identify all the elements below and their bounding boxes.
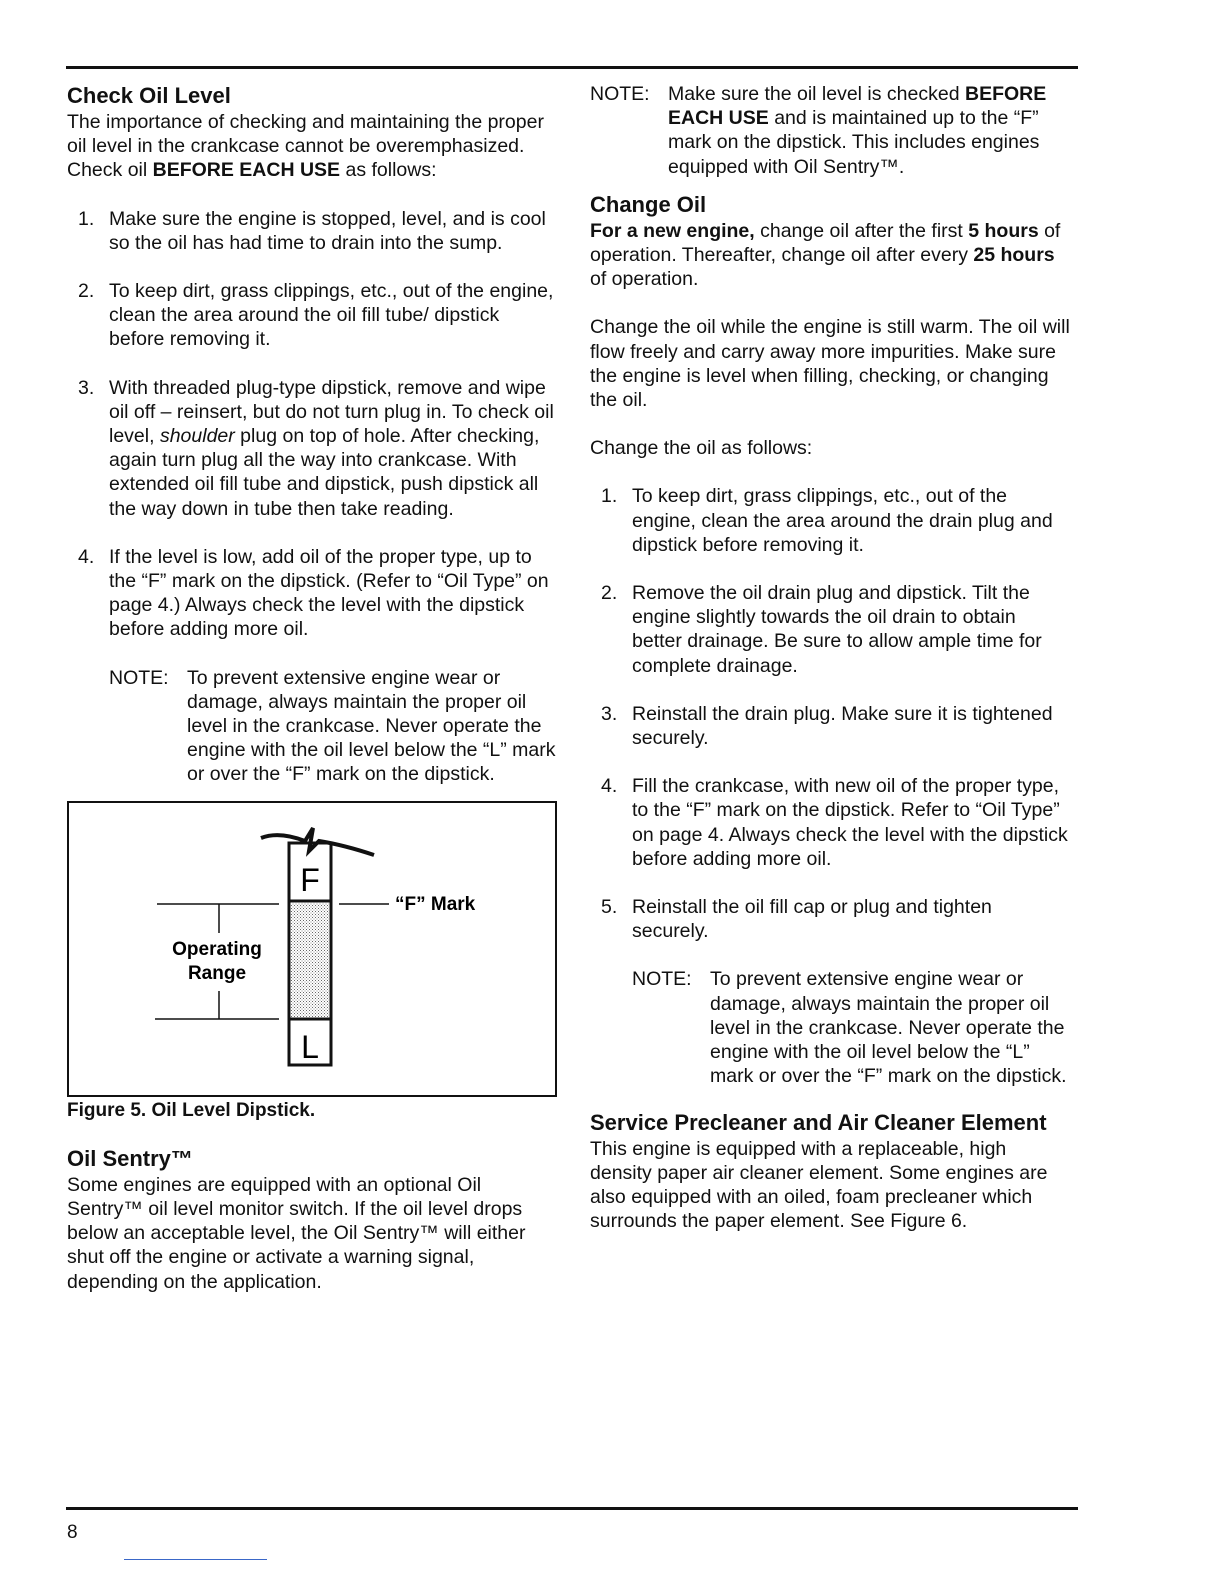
bottom-rule [66, 1507, 1078, 1510]
operating-range-label-2: Range [187, 962, 247, 984]
check-oil-note: NOTE: To prevent extensive engine wear or damage, always maintain the proper oil level in the crankcase. Never operate the engine with the oil level below the “L” mark or over the “F” mark on the dipstick. [109, 666, 556, 786]
list-item: 3. With threaded plug-type dipstick, remove and wipe oil off – reinsert, but do not turn plug in. To check oil level, shoulder plug on top of hole. After checking, again turn plug all the way into crankcase. With extended oil fill tube and dipstick, push dipstick all the way down in tube then take reading. [78, 376, 554, 520]
top-rule [66, 66, 1078, 69]
change-oil-note: NOTE: To prevent extensive engine wear or damage, always maintain the proper oil level in the crankcase. Never operate the engine with the oil level below the “L” mark or over the “F” mark on the dipstick. [632, 968, 1067, 1088]
oil-sentry-text: Some engines are equipped with an optional Oil Sentry™ oil level monitor switch. If the oil level drops below an acceptable level, the Oil Sentry™ will either shut off the engine or activate a warning signal, depending on the application. [67, 1173, 526, 1293]
oil-level-dipstick-figure [67, 801, 557, 1097]
figure-caption: Figure 5. Oil Level Dipstick. [67, 1099, 316, 1121]
change-oil-heading: Change Oil [590, 191, 707, 217]
left-column [67, 82, 557, 1294]
list-item: 4. Fill the crankcase, with new oil of the proper type, to the “F” mark on the dipstick. Refer to “Oil Type” on page 4. Always check the level with the dipstick before adding more oil. [601, 775, 1068, 870]
list-item: 2. To keep dirt, grass clippings, etc., out of the engine, clean the area around the oil fill tube/ dipstick before removing it. [78, 280, 554, 351]
list-item: 5. Reinstall the oil fill cap or plug and tighten securely. NOTE: To prevent extensive engine wear or damage, always maintain the proper oil level in the crankcase. Never operate the engine with the oil level below the “L” mark or over the “F” mark on the dipstick. [590, 895, 1070, 1088]
check-oil-steps [67, 207, 557, 787]
air-cleaner-text: This engine is equipped with a replaceable, high density paper air cleaner element. Some engines are also equipped with an oiled, foam precleaner which surrounds the paper element. See Figure 6. [590, 1137, 1048, 1233]
f-letter: F [300, 861, 320, 898]
dipstick-diagram [69, 803, 555, 1095]
f-mark-label: “F” Mark [395, 893, 476, 915]
footer-line [124, 1559, 267, 1560]
list-item: 1. Make sure the engine is stopped, level, and is cool so the oil has had time to drain into the sump. [78, 207, 546, 254]
operating-range-shading [291, 903, 329, 1019]
change-oil-warm-paragraph: Change the oil while the engine is still warm. The oil will flow freely and carry away more impurities. Make sure the engine is level when filling, checking, or changing the oil. [590, 316, 1070, 412]
operating-range-label-1: Operating [172, 938, 262, 960]
list-item: 2. Remove the oil drain plug and dipstick. Tilt the engine slightly towards the oil drain to obtain better drainage. Be sure to allow ample time for complete drainage. [601, 582, 1042, 677]
check-oil-intro: The importance of checking and maintaining the proper oil level in the crankcase cannot be overemphasized. Check oil BEFORE EACH USE as follows: [67, 111, 544, 182]
list-item: 1. To keep dirt, grass clippings, etc., out of the engine, clean the area around the drain plug and dipstick before removing it. [601, 485, 1053, 556]
l-letter: L [301, 1028, 319, 1065]
change-oil-follows: Change the oil as follows: [590, 437, 813, 460]
top-note: NOTE: Make sure the oil level is checked BEFORE EACH USE and is maintained up to the “F” mark on the dipstick. This includes engines equipped with Oil Sentry™. [590, 83, 1047, 178]
change-oil-steps [590, 484, 1070, 1088]
list-item: 4. If the level is low, add oil of the proper type, up to the “F” mark on the dipstick. (Refer to “Oil Type” on page 4.) Always check the level with the dipstick before adding more oil. NOTE: To prevent extensive engine wear or damage, always maintain the proper oil level in the crankcase. Never operate the engine with the oil level below the “L” mark or over the “F” mark on the dipstick. [78, 545, 556, 786]
oil-sentry-heading: Oil Sentry™ [67, 1145, 193, 1171]
air-cleaner-heading: Service Precleaner and Air Cleaner Element [590, 1109, 1047, 1135]
list-item: 3. Reinstall the drain plug. Make sure it is tightened securely. [601, 702, 1053, 750]
check-oil-heading: Check Oil Level [67, 83, 231, 108]
change-oil-intro: For a new engine, change oil after the first 5 hours of operation. Thereafter, change oil after every 25 hours of operation. [590, 219, 1061, 291]
page-number: 8 [67, 1522, 78, 1543]
right-column [590, 82, 1070, 1233]
